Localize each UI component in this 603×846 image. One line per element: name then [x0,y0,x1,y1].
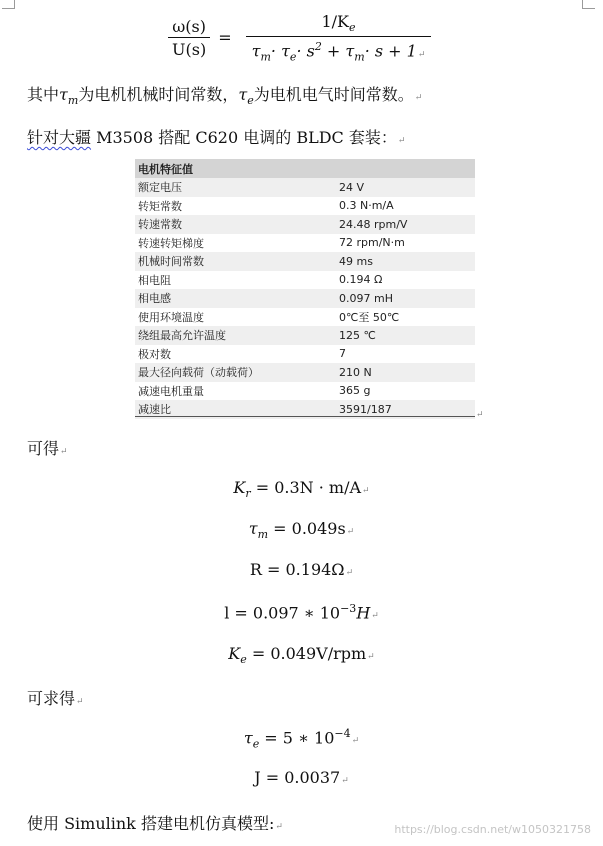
spec-table-row [135,215,475,234]
kr-symbol: K [233,478,246,497]
resistance-value: R = 0.194Ω [249,560,345,579]
spec-table-row [135,382,475,401]
tau-m-subscript: m [257,528,269,542]
den-part-6: + τ [321,41,355,61]
spec-value-cell: 0.3 N·m/A [335,197,475,216]
spec-table-row [135,308,475,327]
spec-name-cell: 转速常数 [135,215,335,234]
spec-value-cell: 125 ℃ [335,326,475,345]
text-segment: 为电机电气时间常数。 [253,85,414,104]
equation-resistance [0,560,603,579]
text-segment: 为电机机械时间常数， [78,85,239,104]
spec-name-cell: 相电感 [135,289,335,308]
spec-value-cell: 0℃至 50℃ [335,308,475,327]
spec-value-cell: 24.48 rpm/V [335,215,475,234]
spec-name-cell: 相电阻 [135,271,335,290]
paragraph-mark: ↵ [275,822,283,832]
tau-m-value: = 0.049s [268,519,346,538]
paragraph-time-constants [27,82,422,107]
spellcheck-underlined-text: 针对大疆 [27,128,92,147]
paragraph-mark: ↵ [367,652,375,662]
tau-e-value: = 5 ∗ 10 [259,728,335,748]
equation-tau-m [0,519,603,541]
paragraph-obtain [27,436,68,459]
paragraph-mark: ↵ [351,736,360,747]
equation-kr [0,478,603,500]
tau-e-subscript: e [247,94,254,108]
spec-name-cell: 减速电机重量 [135,382,335,401]
text-segment: M3508 搭配 C620 电调的 BLDC 套装： [91,128,397,147]
spec-value-cell: 24 V [335,178,475,197]
spec-name-cell: 最大径向载荷（动载荷） [135,363,335,382]
tau-m-symbol: τ [59,85,68,104]
spec-name-cell: 转速转矩梯度 [135,234,335,253]
paragraph-derive [27,686,84,709]
spec-value-cell: 3591/187 [335,400,475,419]
paragraph-mark: ↵ [476,410,484,420]
tau-e-symbol: τ [243,728,253,748]
spec-value-cell: 72 rpm/N·m [335,234,475,253]
spec-value-cell: 0.194 Ω [335,271,475,290]
tau-m-subscript: m [67,94,79,108]
den-part-2: · τ [270,41,290,61]
spec-table-row [135,271,475,290]
tau-e-symbol: τ [238,85,248,104]
spec-table-row [135,345,475,364]
den-part-0: τ [251,41,261,61]
paragraph-mark: ↵ [60,447,68,457]
rhs-fraction [246,12,432,64]
spec-table-row [135,234,475,253]
ke-value: = 0.049V/rpm [246,644,367,663]
page-corner-mark-right [582,0,595,9]
spec-name-cell: 转矩常数 [135,197,335,216]
tau-e-subscript: e [252,737,260,751]
spec-value-cell: 49 ms [335,252,475,271]
ke-subscript: e [240,653,247,667]
tau-m-symbol: τ [248,519,258,538]
motor-spec-table [135,159,475,419]
inertia-value: J = 0.0037 [254,768,341,787]
den-part-3: e [289,50,297,64]
spec-value-cell: 210 N [335,363,475,382]
spec-table-row [135,363,475,382]
den-part-7: m [354,50,365,64]
paragraph-mark: ↵ [341,776,349,786]
rhs-num-sub: e [349,21,356,35]
spec-value-cell: 365 g [335,382,475,401]
kr-subscript: r [245,487,251,501]
spec-value-cell: 7 [335,345,475,364]
ke-symbol: K [228,644,241,663]
text-segment: 可求得 [27,689,76,708]
text-segment: 可得 [27,439,60,458]
paragraph-mark: ↵ [371,611,379,622]
lhs-denominator: U(s) [168,37,210,59]
rhs-denominator [246,36,432,64]
spec-table-row [135,289,475,308]
spec-name-cell: 极对数 [135,345,335,364]
text-segment: 其中 [27,85,60,104]
text-segment: 使用 Simulink 搭建电机仿真模型: [27,814,275,833]
transfer-function-formula [168,12,431,64]
page-corner-mark-left [2,0,15,9]
spec-value-cell: 0.097 mH [335,289,475,308]
inductance-unit: H [356,603,371,623]
spec-table-row [135,197,475,216]
watermark-url: https://blog.csdn.net/w1050321758 [394,823,591,836]
paragraph-simulink [27,811,283,834]
spec-table-row [135,252,475,271]
paragraph-mark: ↵ [414,93,423,103]
inductance-exponent: −3 [340,602,357,615]
spec-name-cell: 绕组最高允许温度 [135,326,335,345]
den-part-5: 2 [314,40,322,54]
paragraph-mark: ↵ [76,697,84,707]
spec-table-row [135,326,475,345]
paragraph-mark: ↵ [397,136,406,146]
den-part-1: m [260,50,271,64]
lhs-fraction [168,17,210,59]
equation-inductance [0,602,603,622]
spec-name-cell: 减速比 [135,400,335,419]
equation-ke [0,644,603,666]
kr-value: = 0.3N · m/A [250,478,362,497]
equation-tau-e [0,727,603,751]
equation-inertia [0,768,603,787]
tau-e-exponent: −4 [334,727,351,740]
rhs-numerator [251,12,425,36]
spec-table-row [135,178,475,197]
equals-sign: = [218,28,232,48]
den-part-4: · s [296,41,315,61]
spec-name-cell: 额定电压 [135,178,335,197]
spec-table-body [135,178,475,419]
den-part-8: · s + 1 [364,41,417,61]
paragraph-mark: ↵ [362,486,370,496]
paragraph-product-intro [27,125,405,148]
paragraph-mark: ↵ [417,49,426,60]
inductance-value: l = 0.097 ∗ 10 [224,603,341,623]
spec-name-cell: 使用环境温度 [135,308,335,327]
rhs-num-text: 1/K [321,12,349,31]
paragraph-mark: ↵ [345,568,354,578]
spec-table-header: 电机特征值 [135,159,475,178]
paragraph-mark: ↵ [346,527,355,537]
spec-table-bottom-rule [135,416,475,417]
spec-name-cell: 机械时间常数 [135,252,335,271]
lhs-numerator: ω(s) [172,16,206,36]
